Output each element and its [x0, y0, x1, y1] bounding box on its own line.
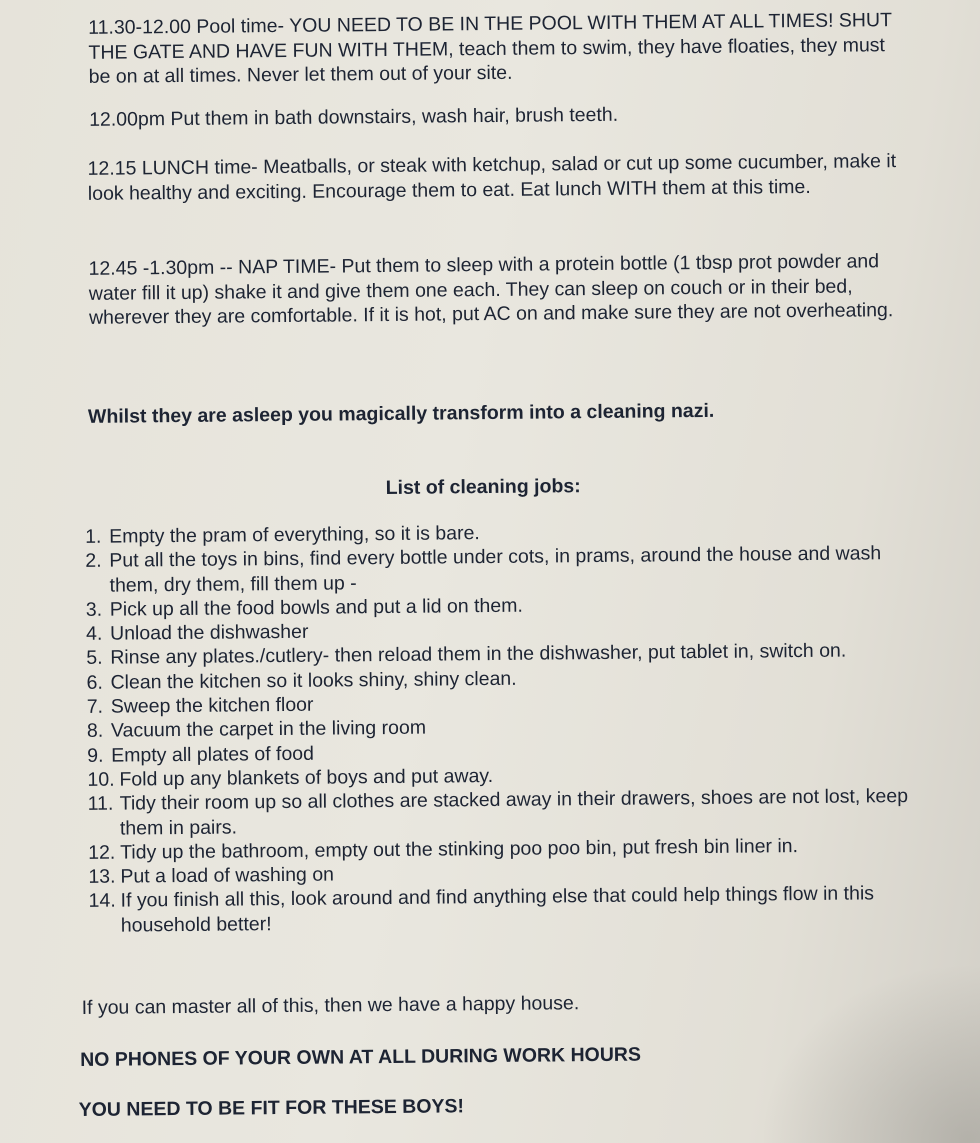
- list-item-text: Sweep the kitchen floor: [110, 693, 314, 718]
- list-item-number: 11.: [87, 792, 114, 816]
- lunch-paragraph: 12.15 LUNCH time- Meatballs, or steak with ketchup, salad or cut up some cucumber, make it look healthy and exciting. Encourage them to eat. Eat lunch WITH them at this time.: [87, 150, 897, 205]
- list-item-number: 3.: [85, 598, 103, 621]
- pool-time-paragraph: 11.30-12.00 Pool time- YOU NEED TO BE IN THE POOL WITH THEM AT ALL TIMES! SHUT THE GATE AND HAVE FUN WITH THEM, teach them to swim, they have floaties, they must be on at all times. Never let them out of your site.: [88, 9, 892, 88]
- cleaning-jobs-list: [85, 517, 929, 938]
- list-item-text: Tidy their room up so all clothes are stacked away in their drawers, shoes are not lost, keep them in pairs.: [119, 785, 909, 840]
- list-item-number: 1.: [85, 525, 102, 548]
- bath-paragraph: 12.00pm Put them in bath downstairs, wash hair, brush teeth.: [89, 103, 619, 131]
- happy-house-line: If you can master all of this, then we have a happy house.: [81, 992, 580, 1019]
- list-item: [85, 541, 925, 598]
- list-item-text: Vacuum the carpet in the living room: [110, 717, 427, 743]
- whilst-asleep-line: Whilst they are asleep you magically transform into a cleaning nazi.: [87, 399, 715, 428]
- list-item-text: Clean the kitchen so it looks shiny, shiny clean.: [110, 667, 517, 694]
- list-item-number: 2.: [85, 550, 102, 573]
- list-item-number: 14.: [88, 890, 116, 913]
- list-item: [89, 881, 929, 938]
- list-item-text: Pick up all the food bowls and put a lid on them.: [109, 594, 523, 621]
- list-item-number: 6.: [86, 671, 103, 694]
- list-item-number: 8.: [86, 720, 104, 743]
- list-item-text: Put a load of washing on: [120, 863, 335, 888]
- list-item-text: If you finish all this, look around and find anything else that could help things flow in this household better!: [120, 882, 875, 937]
- list-item-number: 4.: [85, 622, 103, 646]
- list-item-number: 12.: [88, 841, 116, 864]
- list-item-number: 5.: [86, 647, 103, 670]
- cleaning-jobs-heading: List of cleaning jobs:: [385, 475, 581, 500]
- list-item-text: Put all the toys in bins, find every bottle under cots, in prams, around the house and wash them, dry them, fill them up -: [109, 542, 882, 597]
- list-item-number: 13.: [88, 865, 116, 889]
- list-item-text: Tidy up the bathroom, empty out the stinking poo poo bin, put fresh bin liner in.: [120, 834, 799, 864]
- no-phones-line: NO PHONES OF YOUR OWN AT ALL DURING WORK HOURS: [80, 1043, 642, 1071]
- be-fit-line: YOU NEED TO BE FIT FOR THESE BOYS!: [78, 1095, 465, 1121]
- nap-time-paragraph: 12.45 -1.30pm -- NAP TIME- Put them to sleep with a protein bottle (1 tbsp prot powder and water fill it up) shake it and give them one each. They can sleep on couch or in their bed, wherever they are comfortable. If it is hot, put AC on and make sure they are not overheating.: [88, 250, 894, 329]
- list-item-number: 9.: [87, 744, 104, 767]
- list-item-text: Rinse any plates./cutlery- then reload them in the dishwasher, put tablet in, switch on.: [110, 640, 847, 670]
- list-item-text: Unload the dishwasher: [109, 620, 309, 645]
- list-item-text: Empty the pram of everything, so it is bare.: [109, 522, 480, 548]
- list-item-text: Empty all plates of food: [111, 742, 315, 767]
- list-item-text: Fold up any blankets of boys and put away.: [119, 764, 494, 791]
- list-item: [88, 784, 928, 841]
- list-item-number: 10.: [87, 768, 115, 791]
- list-item-number: 7.: [86, 695, 104, 718]
